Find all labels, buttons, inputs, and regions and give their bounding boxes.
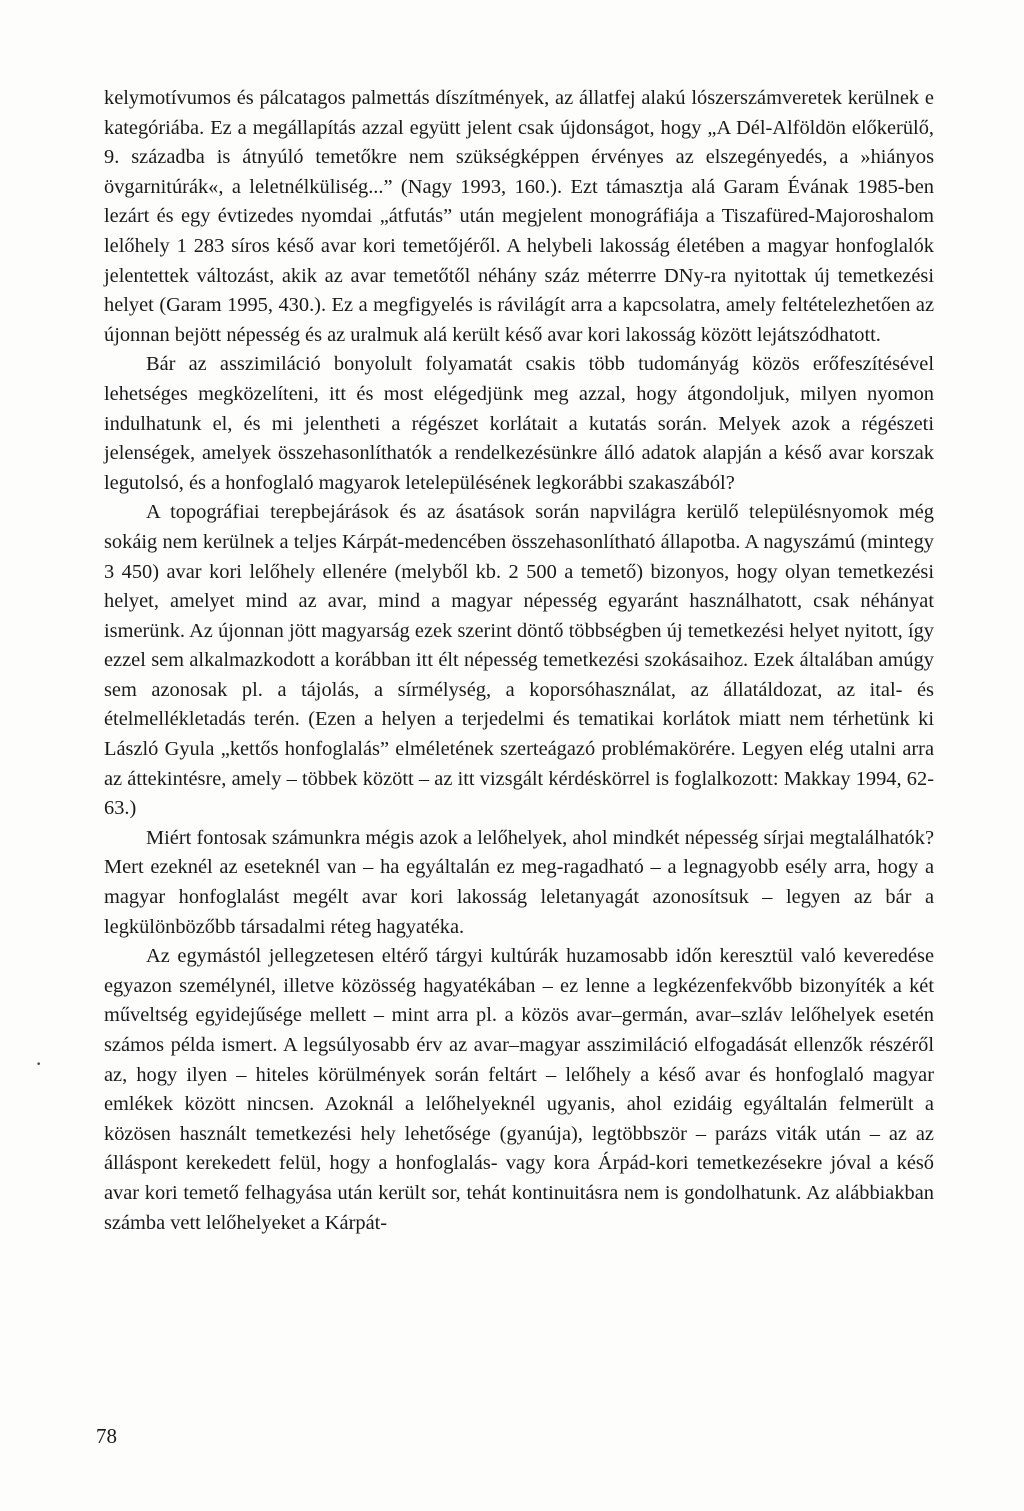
paragraph-1: kelymotívumos és pálcatagos palmettás díszítmények, az állatfej alakú lószerszámveretek kerülnek e kategóriába. Ez a megállapítás azzal együtt jelent csak újdonságot, hogy „A Dél-Alföldön előkerülő, 9. századba is átnyúló temetőkre nem szükségképpen érvényes az elszegényedés, a »hiányos övgarnitúrák«, a leletnélküliség...” (Nagy 1993, 160.). Ezt támasztja alá Garam Évának 1985-ben lezárt és egy évtizedes nyomdai „átfutás” után megjelent monográfiája a Tiszafüred-Majoroshalom lelőhely 1 283 síros késő avar kori temetőjéről. A helybeli lakosság életében a magyar honfoglalók jelentettek változást, akik az avar temetőtől néhány száz méterrre DNy-ra nyitottak új temetkezési helyet (Garam 1995, 430.). Ez a megfigyelés is rávilágít arra a kapcsolatra, amely feltételezhetően az újonnan bejött népesség és az uralmuk alá került késő avar kori lakosság között lejátszódhatott. xyxy=(104,87,934,346)
margin-dot-icon: • xyxy=(36,1060,42,1070)
paragraph-5: Az egymástól jellegzetesen eltérő tárgyi kultúrák huzamosabb időn keresztül való keveredése egyazon személynél, illetve közösség hagyatékában – ez lenne a legkézenfekvőbb bizonyíték a két műveltség egyidejűsége mellett – mint arra pl. a közös avar–germán, avar–szláv lelőhelyek esetén számos példa ismert. A legsúlyosabb érv az avar–magyar asszimiláció elfogadását ellenzők részéről az, hogy ilyen – hiteles körülmények során feltárt – lelőhely a késő avar és honfoglaló magyar emlékek között nincsen. Azoknál a lelőhelyeknél ugyanis, ahol ezidáig egyáltalán felmerült a közösen használt temetkezési hely lehetősége (gyanúja), legtöbbször – parázs viták után – az az álláspont kerekedett felül, hogy a honfoglalás- vagy kora Árpád-kori temetkezésekre jóval a késő avar kori temető felhagyása után került sor, tehát kontinuitásra nem is gondolhatunk. Az alábbiakban számba vett lelőhelyeket a Kárpát- xyxy=(104,945,934,1234)
paragraph-4: Miért fontosak számunkra mégis azok a lelőhelyek, ahol mindkét népesség sírjai megtalálhatók? Mert ezeknél az eseteknél van – ha egyáltalán ez meg-ragadható – a legnagyobb esély arra, hogy a magyar honfoglalást megélt avar kori lakosság leletanyagát azonosítsuk – legyen az bár a legkülönbözőbb társadalmi réteg hagyatéka. xyxy=(104,826,934,938)
paragraph-2: Bár az asszimiláció bonyolult folyamatát csakis több tudományág közös erőfeszítésével lehetséges megközelíteni, itt és most elégedjünk meg azzal, hogy átgondoljuk, milyen nyomon indulhatunk el, és mi jelentheti a régészet korlátait a kutatás során. Melyek azok a régészeti jelenségek, amelyek összehasonlíthatók a rendelkezésünkre álló adatok alapján a késő avar korszak legutolsó, és a honfoglaló magyarok letelepülésének legkorábbi szakaszából? xyxy=(104,353,934,494)
body-text xyxy=(104,84,934,1238)
page-number: 78 xyxy=(96,1424,117,1448)
paragraph-3: A topográfiai terepbejárások és az ásatások során napvilágra kerülő településnyomok még sokáig nem kerülnek a teljes Kárpát-medencében összehasonlítható állapotba. A nagyszámú (mintegy 3 450) avar kori lelőhely ellenére (melyből kb. 2 500 a temető) bizonyos, hogy olyan temetkezési helyet, amelyet mind az avar, mind a magyar népesség egyaránt használhatott, csak néhányat ismerünk. Az újonnan jött magyarság ezek szerint döntő többségben új temetkezési helyet nyitott, így ezzel sem alkalmazkodott a korábban itt élt népesség temetkezési szokásaihoz. Ezek általában amúgy sem azonosak pl. a tájolás, a sírmélység, a koporsóhasználat, az állatáldozat, az ital- és ételmellékletadás terén. (Ezen a helyen a terjedelmi és tematikai korlátok miatt nem térhetünk ki László Gyula „kettős honfoglalás” elméletének szerteágazó problémakörére. Legyen elég utalni arra az áttekintésre, amely – többek között – az itt vizsgált kérdéskörrel is foglalkozott: Makkay 1994, 62-63.) xyxy=(104,501,934,820)
